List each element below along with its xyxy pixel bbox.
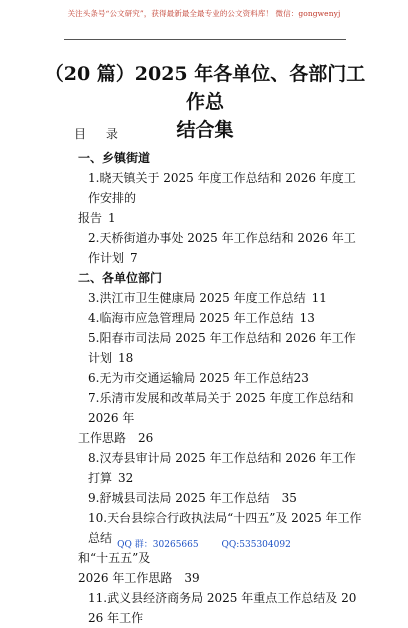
toc-entry-text: 7.乐清市发展和改革局关于 2025 年度工作总结和 2026 年 xyxy=(88,391,354,425)
toc-entry-page: 32 xyxy=(118,471,134,485)
toc-entry-5[interactable] xyxy=(88,328,362,368)
title-line-2: 结合集 xyxy=(176,119,234,141)
toc-heading: 目 录 xyxy=(74,127,126,141)
toc-entry-2[interactable] xyxy=(88,228,362,268)
toc-entry-cont: 和“十五五”及 xyxy=(78,551,151,565)
toc-entry-page: 35 xyxy=(281,491,297,505)
toc-entry-6[interactable] xyxy=(88,368,362,388)
toc-section-1: 一、乡镇街道 xyxy=(78,151,151,165)
toc-entry-text: 8.汉寿县审计局 2025 年工作总结和 2026 年工作打算 xyxy=(88,451,356,485)
footer-qq-group: QQ 群：30265665 xyxy=(117,540,199,550)
toc-entry-text: 4.临海市应急管理局 2025 年工作总结 xyxy=(88,311,294,325)
toc-entry-text: 3.洪江市卫生健康局 2025 年度工作总结 xyxy=(88,291,306,305)
toc-entry-1[interactable] xyxy=(78,168,362,228)
toc-entry-page: 23 xyxy=(293,371,309,385)
toc-entry-text: 10.天台县综合行政执法局“十四五”及 2025 年工作总结 xyxy=(88,511,362,545)
toc-entry-8[interactable] xyxy=(88,448,362,488)
toc-entry-page: 13 xyxy=(299,311,315,325)
toc-entry-text: 11.武义县经济商务局 2025 年重点工作总结及 2026 年工作 xyxy=(88,591,357,625)
toc-entry-cont: 报告 xyxy=(78,211,103,225)
toc-entry-text: 6.无为市交通运输局 2025 年工作总结 xyxy=(88,371,294,385)
footer-qq: QQ:535304092 xyxy=(221,540,291,550)
footer-contact xyxy=(0,537,408,550)
toc-entry-9[interactable] xyxy=(88,488,362,508)
toc-entry-page: 11 xyxy=(311,291,327,305)
toc-entry-4[interactable] xyxy=(88,308,362,328)
toc-entry-text: 5.阳春市司法局 2025 年工作总结和 2026 年工作计划 xyxy=(88,331,356,365)
header-divider xyxy=(64,39,346,40)
toc-entry-page: 1 xyxy=(108,211,116,225)
toc-entry-page: 18 xyxy=(118,351,134,365)
toc-entry-3[interactable] xyxy=(88,288,362,308)
toc-entry-cont-2: 2026 年工作思路 xyxy=(78,571,173,585)
toc-entry-page: 26 xyxy=(138,431,154,445)
table-of-contents xyxy=(78,148,362,628)
toc-entry-page: 7 xyxy=(130,251,138,265)
toc-entry-text: 1.晓天镇关于 2025 年度工作总结和 2026 年度工作安排的 xyxy=(88,171,356,205)
header-banner: 关注头条号“公文研究”，获得最新最全最专业的公文资料库！ 微信：gongwenyj xyxy=(67,9,341,18)
toc-entry-text: 9.舒城县司法局 2025 年工作总结 xyxy=(88,491,270,505)
toc-entry-cont: 工作思路 xyxy=(78,431,127,445)
toc-entry-text: 2.天桥街道办事处 2025 年工作总结和 2026 年工作计划 xyxy=(88,231,356,265)
title-line-1: （20 篇）2025 年各单位、各部门工作总 xyxy=(44,63,366,113)
toc-section-2: 二、各单位部门 xyxy=(78,271,163,285)
toc-entry-page: 39 xyxy=(184,571,200,585)
toc-entry-7[interactable] xyxy=(78,388,362,448)
toc-entry-11[interactable] xyxy=(88,588,362,628)
